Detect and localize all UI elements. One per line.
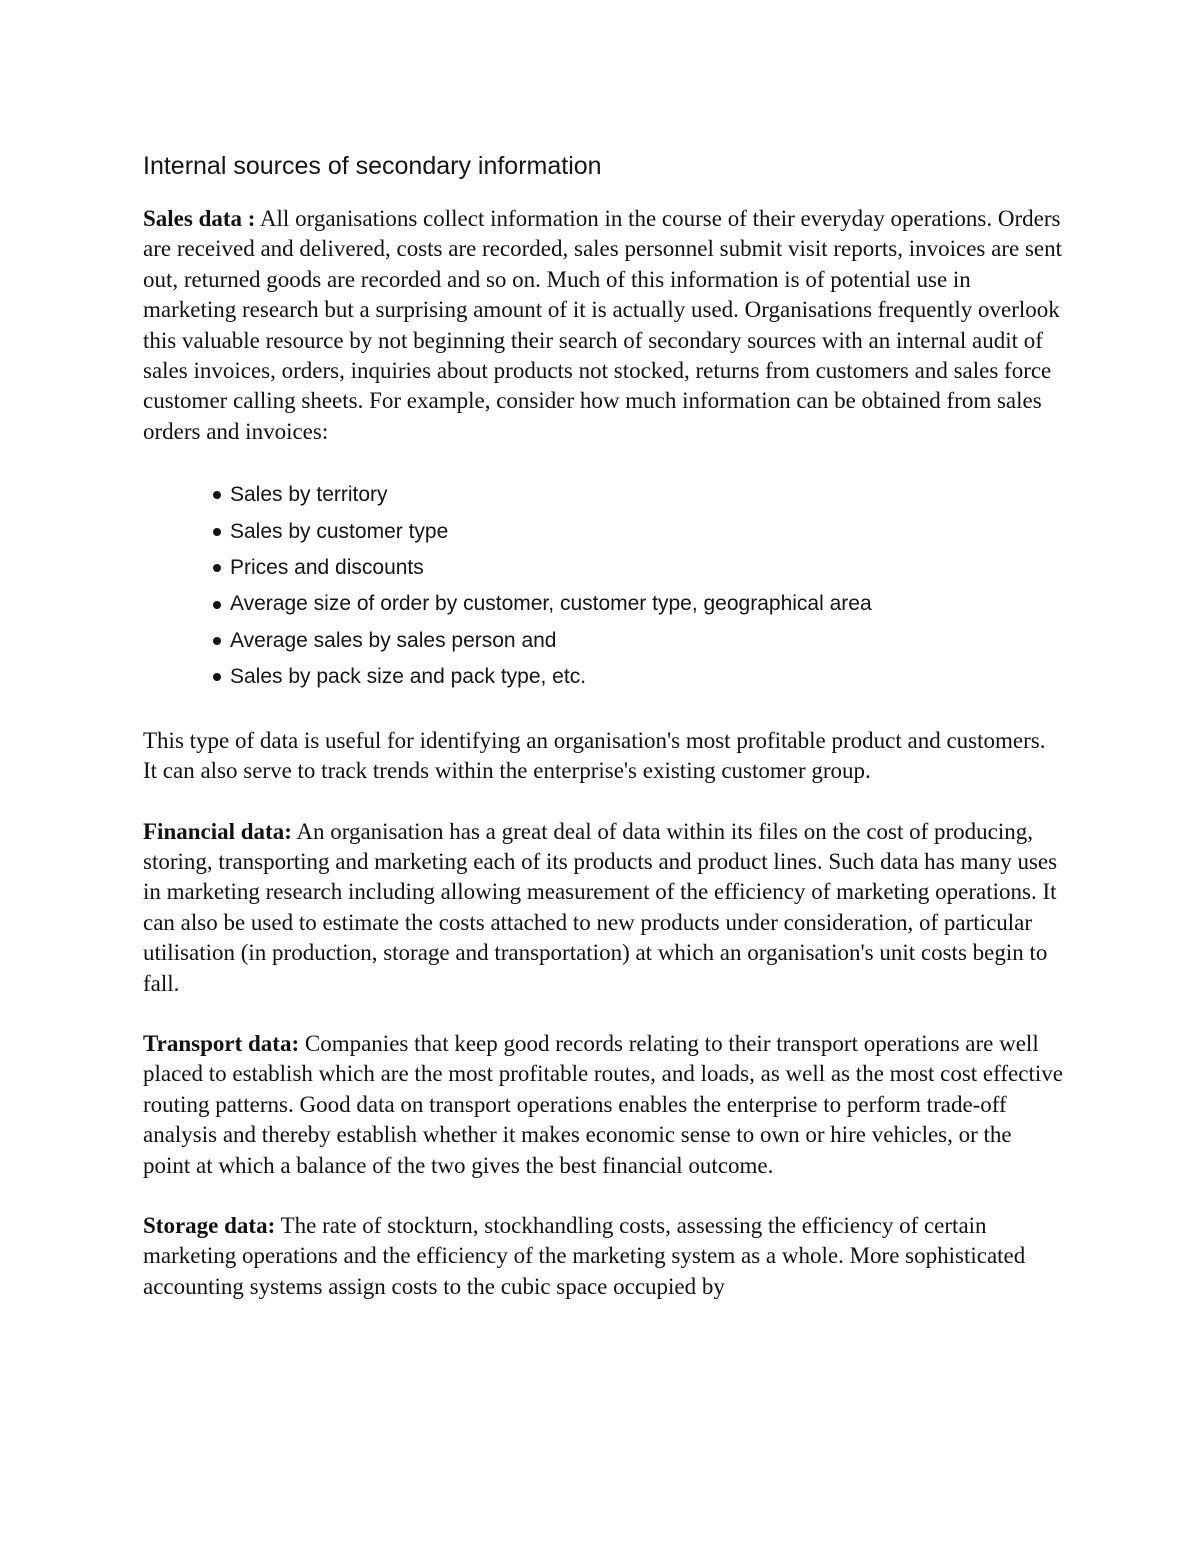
document-body xyxy=(143,150,1063,1302)
list-item xyxy=(213,477,1063,513)
sales-info-list xyxy=(143,477,1063,695)
sales-data-text: All organisations collect information in the course of their everyday operations. Orders are received and delivered, costs are recorded, sales personnel submit visit reports, invoices are sent out, returned goods are recorded and so on. Much of this information is of potential use in marketing research but a surprising amount of it is actually used. Organisations frequently overlook this valuable resource by not beginning their search of secondary sources with an internal audit of sales invoices, orders, inquiries about products not stocked, returns from customers and sales force customer calling sheets. For example, consider how much information can be obtained from sales orders and invoices: xyxy=(143,206,1063,444)
financial-data-lead: Financial data: xyxy=(143,818,292,844)
page-title: Internal sources of secondary information xyxy=(143,152,602,180)
list-item xyxy=(213,659,1063,695)
financial-data-paragraph xyxy=(143,817,1063,999)
list-item-label: Sales by pack size and pack type, etc. xyxy=(230,665,587,689)
list-item xyxy=(213,623,1063,659)
financial-data-text: An organisation has a great deal of data within its files on the cost of producing, storing, transporting and marketing each of its products and product lines. Such data has many uses in marketing research including allowing measurement of the efficiency of marketing operations. It can also be used to estimate the costs attached to new products under consideration, of particular utilisation (in production, storage and transportation) at which an organisation's unit costs begin to fall. xyxy=(143,818,1058,996)
bullet-dot-icon xyxy=(213,601,221,609)
list-item-label: Sales by customer type xyxy=(230,519,449,543)
transport-data-lead: Transport data: xyxy=(143,1030,300,1056)
transport-data-text: Companies that keep good records relating to their transport operations are well placed to establish which are the most profitable routes, and loads, as well as the most cost effective routing patterns. Good data on transport operations enables the enterprise to perform trade-off analysis and thereby establish whether it makes economic sense to own or hire vehicles, or the point at which a balance of the two gives the best financial outcome. xyxy=(143,1030,1063,1178)
list-item xyxy=(213,550,1063,586)
list-item-label: Sales by territory xyxy=(230,483,388,507)
sales-data-paragraph xyxy=(143,204,1063,447)
sales-followup-paragraph: This type of data is useful for identifying an organisation's most profitable product and customers. It can also serve to track trends within the enterprise's existing customer group. xyxy=(143,727,1046,784)
storage-data-lead: Storage data: xyxy=(143,1212,276,1238)
bullet-dot-icon xyxy=(213,528,221,536)
sales-data-lead: Sales data : xyxy=(143,206,256,231)
list-item-label: Average sales by sales person and xyxy=(230,628,557,652)
bullet-dot-icon xyxy=(213,637,221,645)
storage-data-paragraph xyxy=(143,1211,1063,1302)
transport-data-paragraph xyxy=(143,1029,1063,1181)
list-item xyxy=(213,586,1063,622)
storage-data-text: The rate of stockturn, stockhandling costs, assessing the efficiency of certain marketing operations and the efficiency of the marketing system as a whole. More sophisticated accounting systems assign costs to the cubic space occupied by xyxy=(143,1212,1026,1299)
list-item xyxy=(213,514,1063,550)
bullet-dot-icon xyxy=(213,564,221,572)
bullet-dot-icon xyxy=(213,673,221,681)
list-item-label: Average size of order by customer, customer type, geographical area xyxy=(230,592,872,616)
bullet-dot-icon xyxy=(213,491,221,499)
list-item-label: Prices and discounts xyxy=(230,556,424,580)
